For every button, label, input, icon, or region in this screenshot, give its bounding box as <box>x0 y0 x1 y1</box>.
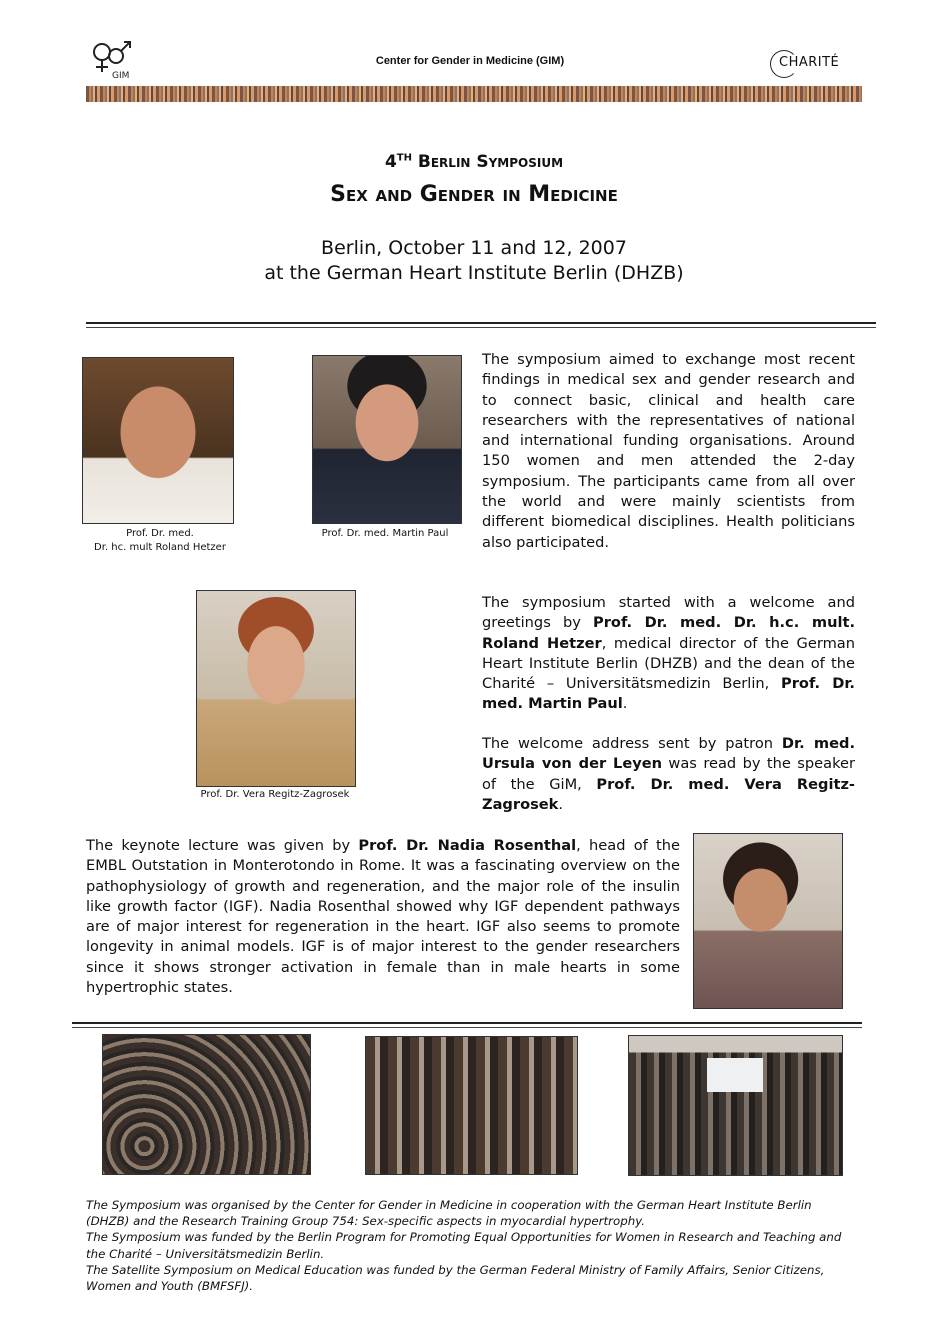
paragraph-aims: The symposium aimed to exchange most recent findings in medical sex and gender research and to connect basic, clinical and health care researchers with the representatives of national and international funding organisations. Around 150 women and men attended the 2-day symposium. The participants came from all over the world and were mainly scientists from different biomedical disciplines. Health politicians also participated. <box>482 351 855 551</box>
footer-organiser: The Symposium was organised by the Center for Gender in Medicine in cooperation with the German Heart Institute Berlin (DHZB) and the Research Training Group 754: Sex-specific aspects in myocardial hypertrophy. <box>86 1198 812 1229</box>
charite-logo: CHARITÉ <box>770 50 850 80</box>
paragraph-keynote: The keynote lecture was given by Prof. Dr. Nadia Rosenthal, head of the EMBL Outstation in Monterotondo in Rome. It was a fascinating overview on the pathophysiology of growth and regeneration, and the major role of the insulin like growth factor (IGF). Nadia Rosenthal showed why IGF dependent pathways are of major interest for regeneration in the heart. IGF also seems to promote longevity in animal models. IGF is of major interest to the gender researchers since it shows stronger activation in female than in male hearts in some hypertrophic states. <box>86 837 681 997</box>
symposium-subject: Sex and Gender in Medicine <box>330 182 618 207</box>
footer-notes <box>86 1197 846 1294</box>
footer-funding: The Symposium was funded by the Berlin Program for Promoting Equal Opportunities for Women in Research and Teaching and the Charité – Universitätsmedizin Berlin. <box>86 1230 842 1261</box>
photo-lecture-hall <box>628 1035 843 1176</box>
paragraph-welcome: The symposium started with a welcome and greetings by Prof. Dr. med. Dr. h.c. mult. Roland Hetzer, medical director of the German Heart Institute Berlin (DHZB) and the dean of the Charité – Universitätsmedizin Berlin, Prof. Dr. med. Martin Paul. <box>482 594 855 713</box>
paragraph-patron: The welcome address sent by patron Dr. med. Ursula von der Leyen was read by the speaker of the GiM, Prof. Dr. med. Vera Regitz-Zagrosek. <box>482 735 856 813</box>
caption-hetzer: Prof. Dr. med. Dr. hc. mult Roland Hetzer <box>94 528 226 553</box>
caption-regitz: Prof. Dr. Vera Regitz-Zagrosek <box>200 789 350 800</box>
event-venue: at the German Heart Institute Berlin (DHZB) <box>264 262 684 284</box>
svg-text:GIM: GIM <box>112 71 130 80</box>
photo-roland-hetzer <box>82 357 234 524</box>
divider <box>72 1022 862 1024</box>
photo-nadia-rosenthal <box>693 833 843 1009</box>
photo-vera-regitz-zagrosek <box>196 590 356 787</box>
symposium-title: 4TH Berlin Symposium <box>384 152 564 172</box>
photo-martin-paul <box>312 355 462 524</box>
photo-audience <box>102 1034 311 1175</box>
gender-symbols-logo-icon <box>86 38 134 80</box>
photo-reception <box>365 1036 578 1175</box>
projection-screen <box>707 1058 763 1092</box>
caption-paul: Prof. Dr. med. Martin Paul <box>321 528 449 539</box>
divider <box>72 1027 862 1028</box>
footer-satellite: The Satellite Symposium on Medical Education was funded by the German Federal Ministry of Family Affairs, Senior Citizens, Women and Youth (BMFSFJ). <box>86 1262 825 1294</box>
divider <box>86 327 876 328</box>
decorative-banner <box>86 86 862 102</box>
divider <box>86 322 876 324</box>
header-title: Center for Gender in Medicine (GIM) <box>375 55 565 67</box>
event-date: Berlin, October 11 and 12, 2007 <box>321 237 627 259</box>
